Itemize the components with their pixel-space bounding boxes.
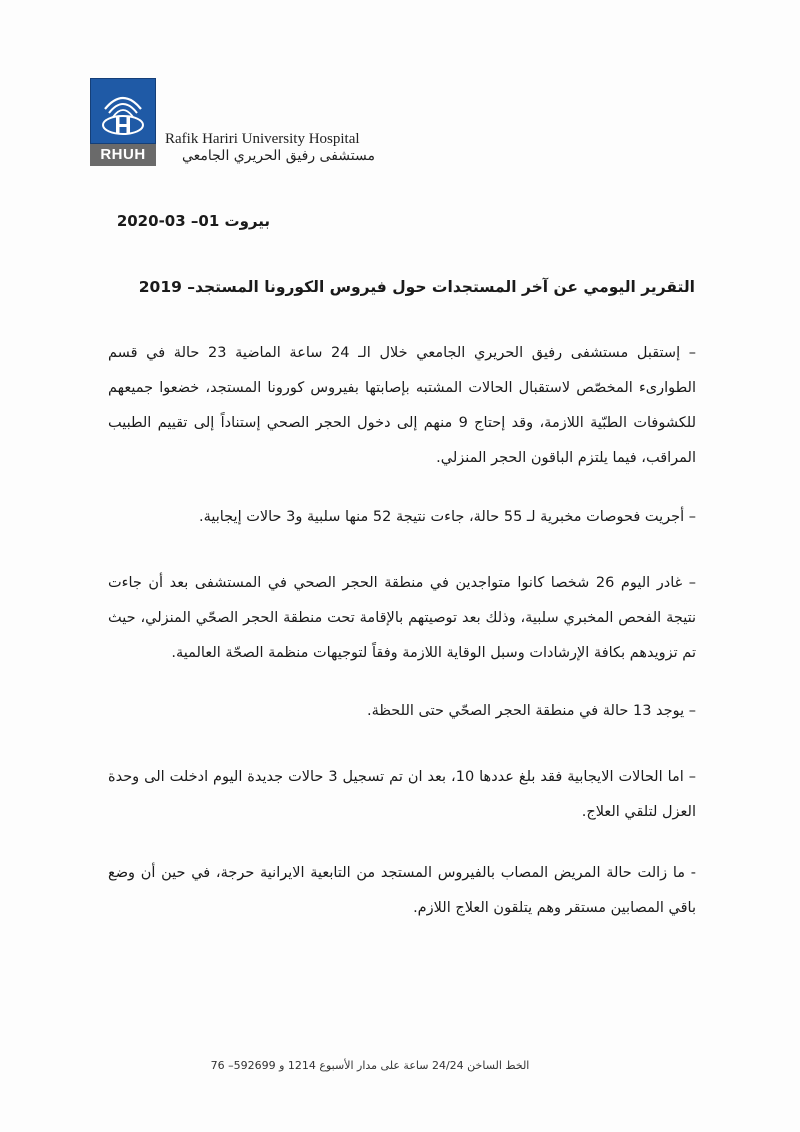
hotline-footer: الخط الساخن 24/24 ساعة على مدار الأسبوع 1214 و 592699– 76 xyxy=(210,1059,530,1072)
letter-date: بيروت 01– 03-2020 xyxy=(116,212,270,230)
hospital-name-english: Rafik Hariri University Hospital xyxy=(165,131,360,147)
report-paragraph: – أجريت فحوصات مخبرية لـ 55 حالة، جاءت نتيجة 52 منها سلبية و3 حالات إيجابية. xyxy=(198,509,696,525)
report-paragraph: - ما زالت حالة المريض المصاب بالفيروس المستجد من التابعية الايرانية حرجة، في حين أن وضع باقي المصابين مستقر وهم يتلقون العلاج اللازم. xyxy=(108,865,696,916)
report-title: التقرير اليومي عن آخر المستجدات حول فيروس الكورونا المستجد– 2019 xyxy=(138,278,695,296)
hospital-logo xyxy=(90,78,156,168)
hospital-name-arabic: مستشفى رفيق الحريري الجامعي xyxy=(181,148,375,164)
report-paragraph: – يوجد 13 حالة في منطقة الحجر الصحّي حتى اللحظة. xyxy=(367,703,696,719)
report-paragraph: – غادر اليوم 26 شخصا كانوا متواجدين في منطقة الحجر الصحي في المستشفى بعد أن جاءت نتيجة الفحص المخبري سلبية، وذلك بعد توصيتهم بالإقامة تحت منطقة الحجر الصحّي المنزلي، حيث تم تزويدهم بكافة الإرشادات وسبل الوقاية اللازمة وفقاً لتوجيهات منظمة الصحّة العالمية. xyxy=(108,575,697,661)
report-paragraph: – إستقبل مستشفى رفيق الحريري الجامعي خلال الـ 24 ساعة الماضية 23 حالة في قسم الطوارىء المخصّص لاستقبال الحالات المشتبه بإصابتها بفيروس كورونا المستجد، خضعوا جميعهم للكشوفات الطبّية اللازمة، وقد إحتاج 9 منهم إلى دخول الحجر الصحي إستناداً إلى تقييم الطبيب المراقب، فيما يلتزم الباقون الحجر المنزلي. xyxy=(108,345,696,466)
report-paragraph: – اما الحالات الايجابية فقد بلغ عددها 10، بعد ان تم تسجيل 3 حالات جديدة اليوم ادخلت الى وحدة العزل لتلقي العلاج. xyxy=(108,769,696,820)
logo-letters: RHUH xyxy=(90,144,156,166)
hospital-dome-icon xyxy=(90,78,156,144)
